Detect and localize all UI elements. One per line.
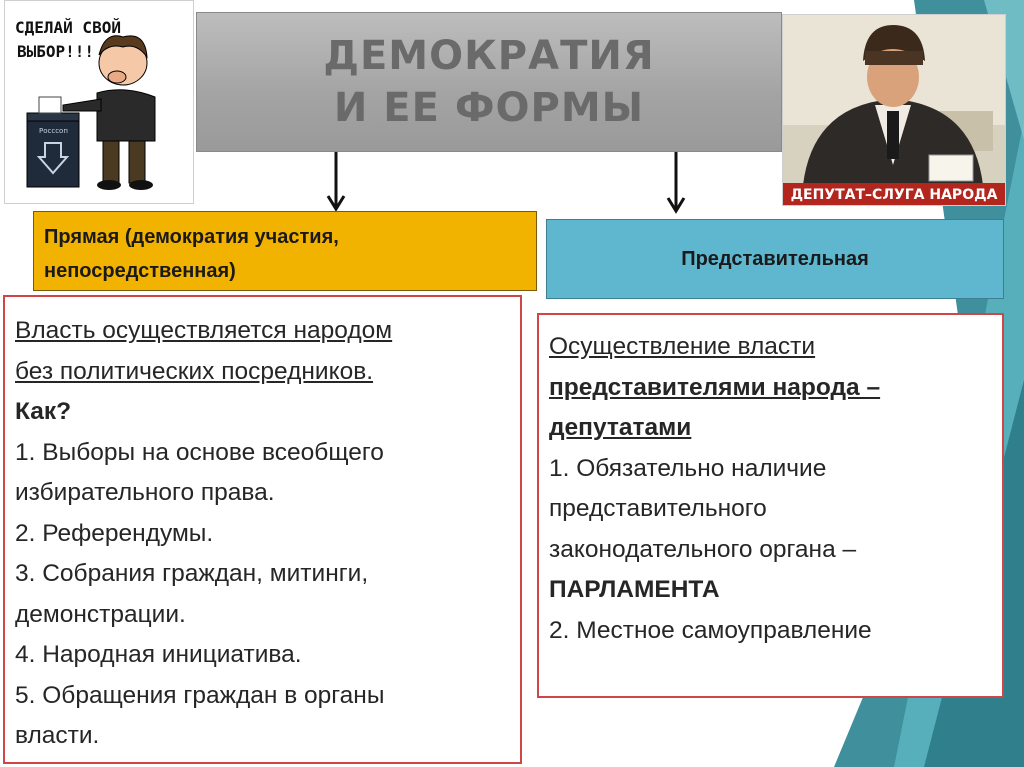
poster-right-caption: ДЕПУТАТ–СЛУГА НАРОДА [790,187,998,203]
direct-democracy-header [33,211,537,291]
slide-title [196,12,782,152]
direct-democracy-panel [3,295,522,764]
representative-democracy-panel [537,313,1004,698]
direct-text-line: Как? [15,398,72,425]
arrow-down-icon [326,152,346,212]
poster-left-caption-line2: ВЫБОР!!! [17,42,95,61]
title-line-1: ДЕМОКРАТИЯ [323,33,655,79]
direct-text-line: власти. [15,722,100,749]
direct-text-line: демонстрации. [15,600,186,628]
ballot-box-label: Росссоп [39,127,68,135]
direct-header-line-1: Прямая (демократия участия, [44,226,339,248]
representative-text-line: 1. Обязательно наличие [549,454,827,482]
representative-democracy-header [546,219,1004,299]
arrow-down-icon [666,152,686,214]
representative-text-line: депутатами [549,414,692,441]
direct-text-line: 5. Обращения граждан в органы [15,681,385,709]
deputy-poster-image [782,14,1006,206]
voter-cartoon-image [4,0,194,204]
direct-text-line: 1. Выборы на основе всеобщего [15,438,384,466]
representative-text-line: Осуществление власти [549,333,816,360]
representative-text-line: представительного [549,495,767,522]
representative-text-line: представителями народа – [549,373,881,401]
direct-text-line: 3. Собрания граждан, митинги, [15,560,369,587]
direct-text-line: без политических посредников. [15,357,374,385]
direct-header-line-2: непосредственная) [44,260,236,282]
representative-header-label: Представительная [681,247,869,270]
representative-text-line: ПАРЛАМЕНТА [549,576,720,603]
direct-text-line: 4. Народная инициатива. [15,641,302,668]
title-line-2: И ЕЕ ФОРМЫ [333,85,645,131]
representative-text-line: законодательного органа – [549,535,857,563]
poster-left-caption-line1: СДЕЛАЙ СВОЙ [15,18,121,37]
direct-text-line: Власть осуществляется народом [15,317,393,344]
direct-text-line: избирательного права. [15,479,275,506]
direct-text-line: 2. Референдумы. [15,519,214,547]
representative-text-line: 2. Местное самоуправление [549,616,872,644]
